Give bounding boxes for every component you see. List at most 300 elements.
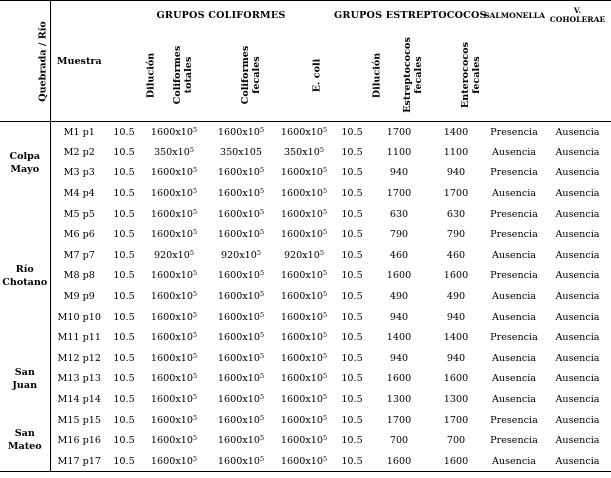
estreptococos-fecales-cell	[370, 369, 428, 390]
coliformes-totales-cell-value: 1600x10	[150, 435, 193, 447]
coliformes-totales-cell-exponent: 5	[192, 393, 198, 402]
ecoli-header	[274, 29, 334, 122]
estreptococos-fecales-line2: fecales	[413, 56, 424, 94]
table-row	[0, 286, 611, 307]
coliformes-fecales-cell	[208, 266, 274, 287]
dilucion2-cell	[334, 245, 370, 266]
muestra-header: Muestra	[56, 55, 102, 67]
coliformes-fecales-cell	[208, 142, 274, 163]
muestra-cell	[50, 163, 108, 184]
vcholerae-cell	[544, 451, 611, 472]
coliformes-fecales-cell-exponent: 5	[259, 413, 265, 422]
salmonella-header: SALMONELLA	[484, 10, 546, 20]
vcholerae-cell-value: Ausencia	[555, 455, 600, 467]
estreptococos-fecales-cell	[370, 389, 428, 410]
coliformes-totales-cell-exponent: 5	[192, 290, 198, 299]
muestra-cell-value: M12 p12	[57, 352, 101, 364]
enterococos-fecales-cell-value: 1600	[443, 455, 469, 467]
ecoli-cell-value: 1600x10	[280, 394, 323, 406]
vcholerae-line2: COHOLERAE	[549, 15, 606, 24]
enterococos-fecales-cell-value: 1300	[443, 394, 469, 406]
coliformes-fecales-cell-value: 1600x10	[217, 291, 260, 303]
site-label-line1: Colpa	[9, 150, 41, 162]
salmonella-cell	[484, 163, 544, 184]
coliformes-fecales-cell-exponent: 5	[259, 228, 265, 237]
coliformes-totales-cell-exponent: 5	[192, 228, 198, 237]
enterococos-fecales-cell	[428, 183, 484, 204]
estreptococos-fecales-cell-value: 700	[389, 435, 409, 447]
muestra-cell	[50, 224, 108, 245]
enterococos-fecales-cell-value: 1700	[443, 414, 469, 426]
muestra-cell	[50, 430, 108, 451]
enterococos-fecales-header	[428, 29, 484, 122]
coliformes-fecales-cell-value: 1600x10	[217, 167, 260, 179]
ecoli-cell	[274, 327, 334, 348]
site-label-line2: Mateo	[7, 441, 42, 453]
estreptococos-fecales-cell-value: 940	[389, 311, 409, 323]
estreptococos-fecales-cell	[370, 183, 428, 204]
coliformes-totales-cell-value: 1600x10	[150, 167, 193, 179]
vcholerae-cell-value: Ausencia	[555, 249, 600, 261]
vcholerae-cell-value: Ausencia	[555, 126, 600, 138]
dilucion2-cell	[334, 142, 370, 163]
salmonella-cell-value: Presencia	[490, 126, 538, 138]
muestra-cell	[50, 307, 108, 328]
coliformes-fecales-cell-value: 1600x10	[217, 352, 260, 364]
estreptococos-fecales-cell	[370, 430, 428, 451]
vcholerae-cell-value: Ausencia	[555, 394, 600, 406]
ecoli-cell	[274, 430, 334, 451]
estreptococos-fecales-cell-value: 630	[389, 208, 409, 220]
vcholerae-line1: V.	[573, 6, 582, 15]
muestra-cell-value: M15 p15	[57, 414, 101, 426]
muestra-cell	[50, 245, 108, 266]
ecoli-cell-exponent: 5	[322, 187, 328, 196]
dilucion-cell-value: 10.5	[113, 311, 135, 323]
coliformes-fecales-cell	[208, 163, 274, 184]
coliformes-fecales-cell-exponent: 5	[259, 351, 265, 360]
coliformes-fecales-cell-exponent: 5	[259, 310, 265, 319]
enterococos-fecales-cell	[428, 142, 484, 163]
muestra-cell-value: M6 p6	[63, 229, 95, 241]
estreptococos-fecales-cell-value: 1300	[386, 394, 412, 406]
site-cell	[0, 348, 50, 410]
table-body	[0, 122, 611, 472]
coliformes-fecales-cell	[208, 430, 274, 451]
ecoli-cell-value: 1600x10	[280, 352, 323, 364]
table-row	[0, 163, 611, 184]
enterococos-fecales-cell-value: 630	[446, 208, 466, 220]
dilucion-cell-value: 10.5	[113, 352, 135, 364]
coliformes-totales-cell	[140, 142, 208, 163]
vcholerae-cell	[544, 142, 611, 163]
coliformes-totales-cell-exponent: 5	[192, 187, 198, 196]
ecoli-cell-value: 1600x10	[280, 126, 323, 138]
coliformes-totales-cell	[140, 224, 208, 245]
site-label-line1: San	[14, 428, 35, 440]
enterococos-fecales-cell	[428, 430, 484, 451]
dilucion2-cell-value: 10.5	[341, 394, 363, 406]
vcholerae-cell	[544, 286, 611, 307]
enterococos-fecales-cell	[428, 266, 484, 287]
muestra-cell	[50, 410, 108, 431]
coliformes-fecales-cell-value: 1600x10	[217, 332, 260, 344]
muestra-cell	[50, 286, 108, 307]
ecoli-cell-exponent: 5	[322, 207, 328, 216]
ecoli-cell-value: 1600x10	[280, 373, 323, 385]
salmonella-cell-value: Ausencia	[491, 146, 537, 158]
dilucion-cell	[108, 204, 140, 225]
estreptococos-fecales-cell-value: 940	[389, 352, 409, 364]
dilucion2-cell-value: 10.5	[341, 208, 363, 220]
estreptococos-fecales-cell	[370, 122, 428, 143]
dilucion2-cell	[334, 204, 370, 225]
coliformes-totales-cell-exponent: 5	[192, 454, 198, 463]
ecoli-cell-value: 1600x10	[280, 455, 323, 467]
coliformes-fecales-cell	[208, 369, 274, 390]
site-label-line2: Chotano	[2, 276, 48, 288]
enterococos-fecales-cell	[428, 389, 484, 410]
coliformes-fecales-cell-value: 1600x10	[217, 414, 260, 426]
vcholerae-cell-value: Ausencia	[555, 188, 600, 200]
salmonella-cell	[484, 451, 544, 472]
ecoli-cell-exponent: 5	[322, 228, 328, 237]
estreptococos-fecales-cell	[370, 266, 428, 287]
vcholerae-cell	[544, 410, 611, 431]
coliformes-fecales-cell-exponent: 5	[259, 187, 265, 196]
estreptococos-fecales-cell-value: 940	[389, 167, 409, 179]
table-row	[0, 389, 611, 410]
dilucion-cell	[108, 410, 140, 431]
ecoli-cell	[274, 163, 334, 184]
vcholerae-cell-value: Ausencia	[555, 435, 600, 447]
dilucion-cell	[108, 224, 140, 245]
vcholerae-cell-value: Ausencia	[555, 414, 600, 426]
enterococos-fecales-cell-value: 700	[446, 435, 466, 447]
estreptococos-fecales-cell-value: 1100	[386, 146, 412, 158]
estreptococos-fecales-cell-value: 1700	[386, 188, 412, 200]
salmonella-cell	[484, 307, 544, 328]
coliformes-totales-cell	[140, 286, 208, 307]
dilucion2-cell-value: 10.5	[341, 332, 363, 344]
ecoli-cell-exponent: 5	[322, 331, 328, 340]
coliformes-fecales-cell-exponent: 5	[259, 434, 265, 443]
muestra-cell	[50, 389, 108, 410]
enterococos-fecales-cell-value: 940	[446, 352, 466, 364]
dilucion2-cell	[334, 224, 370, 245]
muestra-cell-value: M8 p8	[63, 270, 95, 282]
dilucion2-cell	[334, 348, 370, 369]
ecoli-cell	[274, 183, 334, 204]
dilucion-cell-value: 10.5	[113, 208, 135, 220]
coliformes-fecales-cell	[208, 451, 274, 472]
coliformes-totales-cell-exponent: 5	[189, 145, 195, 154]
enterococos-fecales-cell-value: 1600	[443, 270, 469, 282]
ecoli-cell	[274, 286, 334, 307]
dilucion2-cell-value: 10.5	[341, 249, 363, 261]
muestra-cell-value: M2 p2	[63, 146, 95, 158]
dilucion2-cell-value: 10.5	[341, 188, 363, 200]
coliformes-fecales-cell-exponent: 5	[259, 125, 265, 134]
table-row	[0, 204, 611, 225]
dilucion2-cell-value: 10.5	[341, 311, 363, 323]
coliformes-totales-cell	[140, 327, 208, 348]
dilucion-cell	[108, 142, 140, 163]
coliformes-totales-cell	[140, 369, 208, 390]
muestra-cell-value: M4 p4	[63, 188, 95, 200]
muestra-cell-value: M13 p13	[57, 373, 101, 385]
salmonella-cell-value: Presencia	[490, 435, 538, 447]
ecoli-cell-exponent: 5	[322, 290, 328, 299]
coliformes-totales-line1: Coliformes	[172, 45, 183, 105]
dilucion2-cell	[334, 307, 370, 328]
coliformes-fecales-cell-value: 1600x10	[217, 394, 260, 406]
muestra-cell-value: M1 p1	[63, 126, 95, 138]
salmonella-cell-value: Ausencia	[491, 394, 537, 406]
coliformes-totales-cell	[140, 245, 208, 266]
enterococos-fecales-cell-value: 1400	[443, 332, 469, 344]
vcholerae-cell	[544, 163, 611, 184]
ecoli-cell-exponent: 5	[319, 145, 325, 154]
ecoli-cell-exponent: 5	[322, 125, 328, 134]
dilucion-cell	[108, 348, 140, 369]
coliformes-totales-cell-exponent: 5	[192, 351, 198, 360]
coliformes-totales-cell-value: 1600x10	[150, 229, 193, 241]
coliformes-totales-cell	[140, 410, 208, 431]
coliformes-fecales-cell-value: 1600x10	[217, 188, 260, 200]
coliformes-fecales-cell	[208, 307, 274, 328]
dilucion2-cell	[334, 163, 370, 184]
ecoli-cell	[274, 389, 334, 410]
salmonella-cell-value: Presencia	[490, 332, 538, 344]
estreptococos-fecales-cell	[370, 327, 428, 348]
dilucion2-cell-value: 10.5	[341, 146, 363, 158]
ecoli-cell-value: 1600x10	[280, 332, 323, 344]
coliformes-totales-cell-value: 1600x10	[150, 455, 193, 467]
dilucion-cell	[108, 389, 140, 410]
dilucion-cell	[108, 307, 140, 328]
estreptococos-fecales-label	[402, 32, 424, 118]
enterococos-fecales-cell	[428, 307, 484, 328]
muestra-cell-value: M11 p11	[57, 332, 101, 344]
enterococos-fecales-cell-value: 940	[446, 311, 466, 323]
salmonella-cell	[484, 204, 544, 225]
coliformes-fecales-cell-exponent: 5	[259, 269, 265, 278]
salmonella-cell-value: Presencia	[490, 414, 538, 426]
dilucion2-cell-value: 10.5	[341, 455, 363, 467]
enterococos-fecales-cell	[428, 369, 484, 390]
vcholerae-cell-value: Ausencia	[555, 311, 600, 323]
dilucion-cell-value: 10.5	[113, 167, 135, 179]
coliformes-fecales-cell-value: 920x10	[220, 249, 257, 261]
muestra-cell	[50, 327, 108, 348]
ecoli-cell-value: 1600x10	[280, 188, 323, 200]
table-row	[0, 183, 611, 204]
estreptococos-fecales-cell-value: 1700	[386, 414, 412, 426]
coliformes-totales-cell	[140, 307, 208, 328]
coliformes-totales-cell-value: 920x10	[153, 249, 190, 261]
estreptococos-fecales-cell-value: 1600	[386, 455, 412, 467]
salmonella-cell-value: Ausencia	[491, 455, 537, 467]
vcholerae-empty-header	[544, 29, 611, 122]
coliformes-fecales-cell-value: 1600x10	[217, 208, 260, 220]
quebrada-label: Quebrada / Río	[37, 20, 49, 102]
vcholerae-cell	[544, 266, 611, 287]
dilucion2-cell	[334, 183, 370, 204]
table-header	[0, 1, 611, 122]
salmonella-cell	[484, 369, 544, 390]
dilucion-cell-value: 10.5	[113, 435, 135, 447]
salmonella-cell	[484, 266, 544, 287]
muestra-cell	[50, 204, 108, 225]
coliformes-totales-cell	[140, 389, 208, 410]
coliformes-totales-cell-exponent: 5	[192, 413, 198, 422]
ecoli-cell-value: 920x10	[283, 249, 320, 261]
coliformes-totales-cell	[140, 204, 208, 225]
coliformes-totales-cell-value: 1600x10	[150, 394, 193, 406]
coliformes-fecales-cell-exponent: 5	[259, 207, 265, 216]
coliformes-fecales-cell	[208, 389, 274, 410]
group-header-row	[0, 1, 611, 30]
dilucion-cell	[108, 451, 140, 472]
muestra-cell-value: M16 p16	[57, 435, 101, 447]
dilucion2-cell	[334, 410, 370, 431]
muestra-cell	[50, 142, 108, 163]
table-row	[0, 224, 611, 245]
dilucion-cell-value: 10.5	[113, 332, 135, 344]
dilucion-cell	[108, 327, 140, 348]
ecoli-cell-value: 1600x10	[280, 311, 323, 323]
muestra-cell-value: M14 p14	[57, 394, 101, 406]
estreptococos-fecales-cell-value: 1400	[386, 332, 412, 344]
ecoli-cell	[274, 369, 334, 390]
muestra-cell-value: M7 p7	[63, 249, 95, 261]
estreptococos-fecales-cell	[370, 286, 428, 307]
salmonella-cell-value: Presencia	[490, 229, 538, 241]
estreptococos-fecales-cell-value: 1600	[386, 270, 412, 282]
salmonella-cell	[484, 327, 544, 348]
ecoli-cell	[274, 348, 334, 369]
dilucion2-cell	[334, 430, 370, 451]
ecoli-label: E. coli	[311, 58, 323, 92]
coliformes-fecales-cell-value: 1600x10	[217, 126, 260, 138]
salmonella-cell-value: Ausencia	[491, 311, 537, 323]
ecoli-cell-value: 1600x10	[280, 414, 323, 426]
vcholerae-cell	[544, 389, 611, 410]
estreptococos-fecales-cell-value: 490	[389, 291, 409, 303]
vcholerae-cell-value: Ausencia	[555, 167, 600, 179]
dilucion-cell-value: 10.5	[113, 249, 135, 261]
ecoli-cell	[274, 122, 334, 143]
coliformes-fecales-line2: fecales	[251, 56, 262, 94]
coliformes-fecales-cell	[208, 245, 274, 266]
salmonella-cell	[484, 245, 544, 266]
coliformes-fecales-cell	[208, 122, 274, 143]
muestra-cell	[50, 122, 108, 143]
dilucion-cell	[108, 122, 140, 143]
vcholerae-cell	[544, 430, 611, 451]
muestra-cell	[50, 348, 108, 369]
coliformes-fecales-cell-value: 1600x10	[217, 311, 260, 323]
coliformes-totales-cell-value: 1600x10	[150, 188, 193, 200]
salmonella-cell-value: Presencia	[490, 208, 538, 220]
coliformes-totales-cell-exponent: 5	[192, 434, 198, 443]
ecoli-cell-exponent: 5	[319, 248, 325, 257]
vcholerae-cell-value: Ausencia	[555, 291, 600, 303]
coliformes-totales-cell-value: 1600x10	[150, 291, 193, 303]
enterococos-fecales-cell-value: 1100	[443, 146, 469, 158]
salmonella-cell-value: Ausencia	[491, 373, 537, 385]
salmonella-cell	[484, 389, 544, 410]
dilucion-cell	[108, 245, 140, 266]
ecoli-cell-value: 1600x10	[280, 270, 323, 282]
salmonella-cell	[484, 122, 544, 143]
salmonella-cell	[484, 183, 544, 204]
coliformes-totales-cell	[140, 183, 208, 204]
dilucion-cell-value: 10.5	[113, 455, 135, 467]
estreptococos-fecales-cell	[370, 224, 428, 245]
coliformes-fecales-cell-value: 1600x10	[217, 455, 260, 467]
muestra-cell-value: M5 p5	[63, 208, 95, 220]
enterococos-fecales-cell	[428, 122, 484, 143]
ecoli-cell-exponent: 5	[322, 434, 328, 443]
coliformes-fecales-cell-exponent: 5	[259, 372, 265, 381]
enterococos-fecales-cell	[428, 327, 484, 348]
estreptococos-fecales-cell-value: 790	[389, 229, 409, 241]
dilucion-cell	[108, 266, 140, 287]
vcholerae-cell-value: Ausencia	[555, 373, 600, 385]
site-label-line2: Juan	[12, 379, 38, 391]
vcholerae-cell	[544, 307, 611, 328]
salmonella-cell-value: Presencia	[490, 167, 538, 179]
coliformes-fecales-cell-value: 350x105	[219, 146, 263, 158]
table-row	[0, 122, 611, 143]
coliformes-fecales-cell-exponent: 5	[259, 331, 265, 340]
coliformes-fecales-cell-value: 1600x10	[217, 435, 260, 447]
ecoli-cell	[274, 142, 334, 163]
enterococos-fecales-cell	[428, 410, 484, 431]
table-row	[0, 142, 611, 163]
ecoli-cell	[274, 307, 334, 328]
ecoli-cell	[274, 266, 334, 287]
estreptococos-fecales-cell	[370, 245, 428, 266]
dilucion2-cell-value: 10.5	[341, 270, 363, 282]
table-row	[0, 327, 611, 348]
enterococos-fecales-cell-value: 1600	[443, 373, 469, 385]
dilucion2-label: Dilución	[371, 52, 383, 98]
enterococos-fecales-cell	[428, 245, 484, 266]
estreptococos-fecales-cell-value: 460	[389, 249, 409, 261]
dilucion-cell-value: 10.5	[113, 394, 135, 406]
dilucion-cell-value: 10.5	[113, 229, 135, 241]
vcholerae-cell	[544, 245, 611, 266]
coliformes-fecales-line1: Coliformes	[240, 45, 251, 105]
coliformes-fecales-cell	[208, 410, 274, 431]
salmonella-cell-value: Ausencia	[491, 291, 537, 303]
muestra-cell	[50, 451, 108, 472]
dilucion-cell	[108, 369, 140, 390]
coliformes-totales-cell-exponent: 5	[192, 125, 198, 134]
enterococos-fecales-cell-value: 790	[446, 229, 466, 241]
dilucion-header	[108, 29, 157, 122]
dilucion2-cell-value: 10.5	[341, 414, 363, 426]
dilucion2-cell-value: 10.5	[341, 373, 363, 385]
coliformes-totales-cell-value: 1600x10	[150, 332, 193, 344]
enterococos-fecales-line1: Enterococos	[460, 41, 471, 109]
dilucion-cell	[108, 163, 140, 184]
coliformes-fecales-cell	[208, 204, 274, 225]
site-label-line1: Río	[15, 263, 34, 275]
